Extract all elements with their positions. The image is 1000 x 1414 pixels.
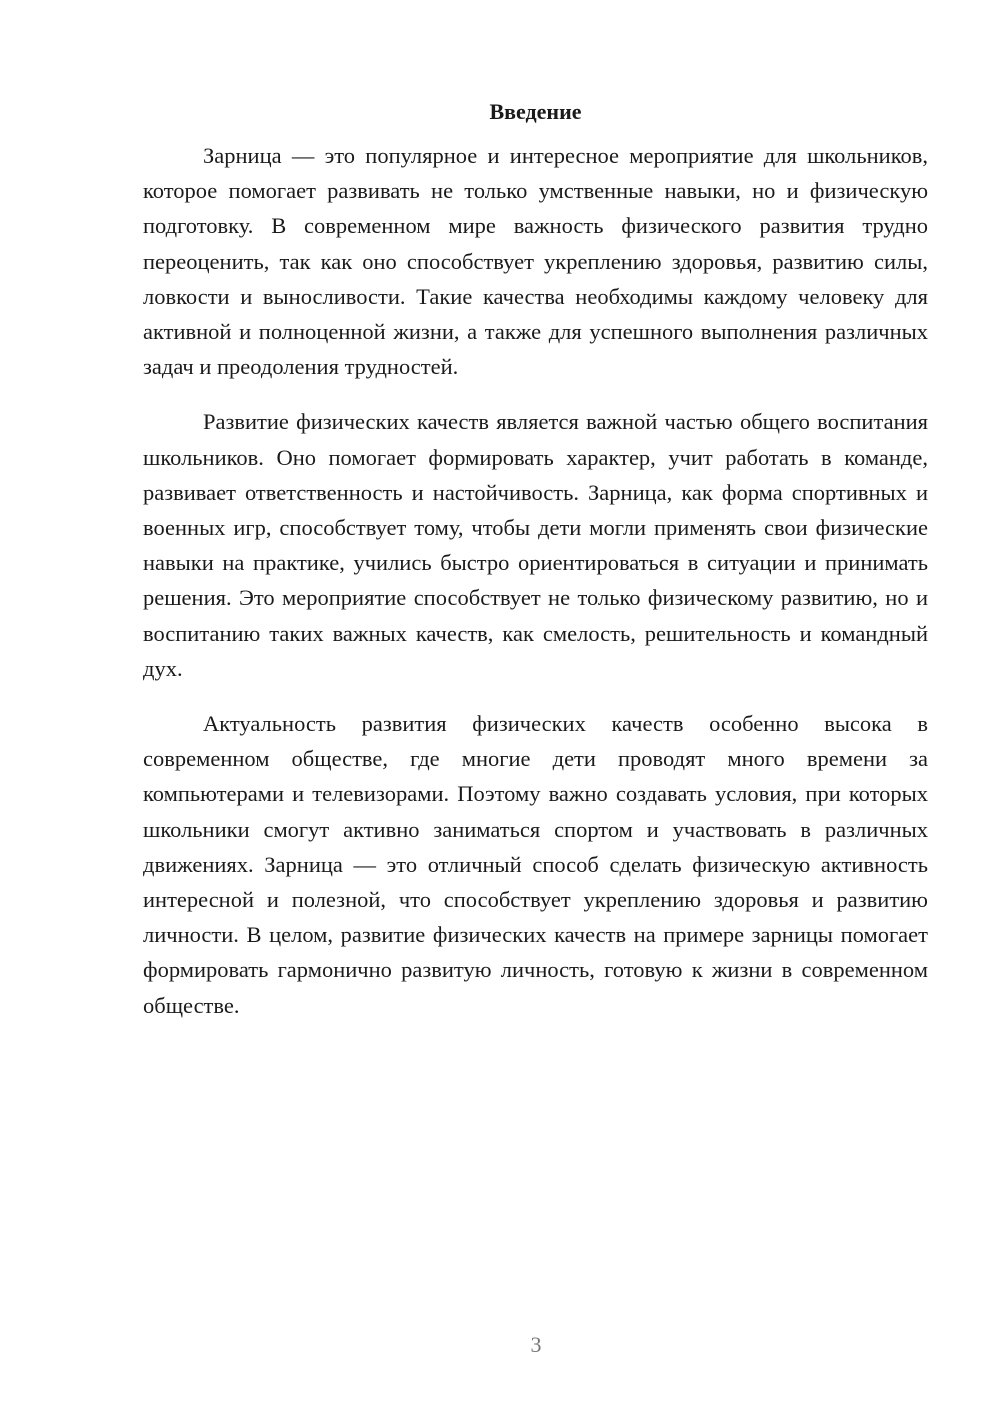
section-title: Введение [489, 99, 582, 124]
document-body [143, 97, 928, 1023]
paragraph-1: Зарница — это популярное и интересное мероприятие для школьников, которое помогает развивать не только умственные навыки, но и физическую подготовку. В современном мире важность физического развития трудно переоценить, так как оно способствует укреплению здоровья, развитию силы, ловкости и выносливости. Такие качества необходимы каждому человеку для активной и полноценной жизни, а также для успешного выполнения различных задач и преодоления трудностей. [143, 143, 928, 380]
page-number: 3 [530, 1332, 542, 1357]
paragraph-3: Актуальность развития физических качеств особенно высока в современном обществе, где многие дети проводят много времени за компьютерами и телевизорами. Поэтому важно создавать условия, при которых школьники смогут активно заниматься спортом и участвовать в различных движениях. Зарница — это отличный способ сделать физическую активность интересной и полезной, что способствует укреплению здоровья и развитию личности. В целом, развитие физических качеств на примере зарницы помогает формировать гармонично развитую личность, готовую к жизни в современном обществе. [143, 711, 928, 1018]
paragraph-2: Развитие физических качеств является важной частью общего воспитания школьников. Оно помогает формировать характер, учит работать в команде, развивает ответственность и настойчивость. Зарница, как форма спортивных и военных игр, способствует тому, чтобы дети могли применять свои физические навыки на практике, учились быстро ориентироваться в ситуации и принимать решения. Это мероприятие способствует не только физическому развитию, но и воспитанию таких важных качеств, как смелость, решительность и командный дух. [143, 409, 928, 681]
